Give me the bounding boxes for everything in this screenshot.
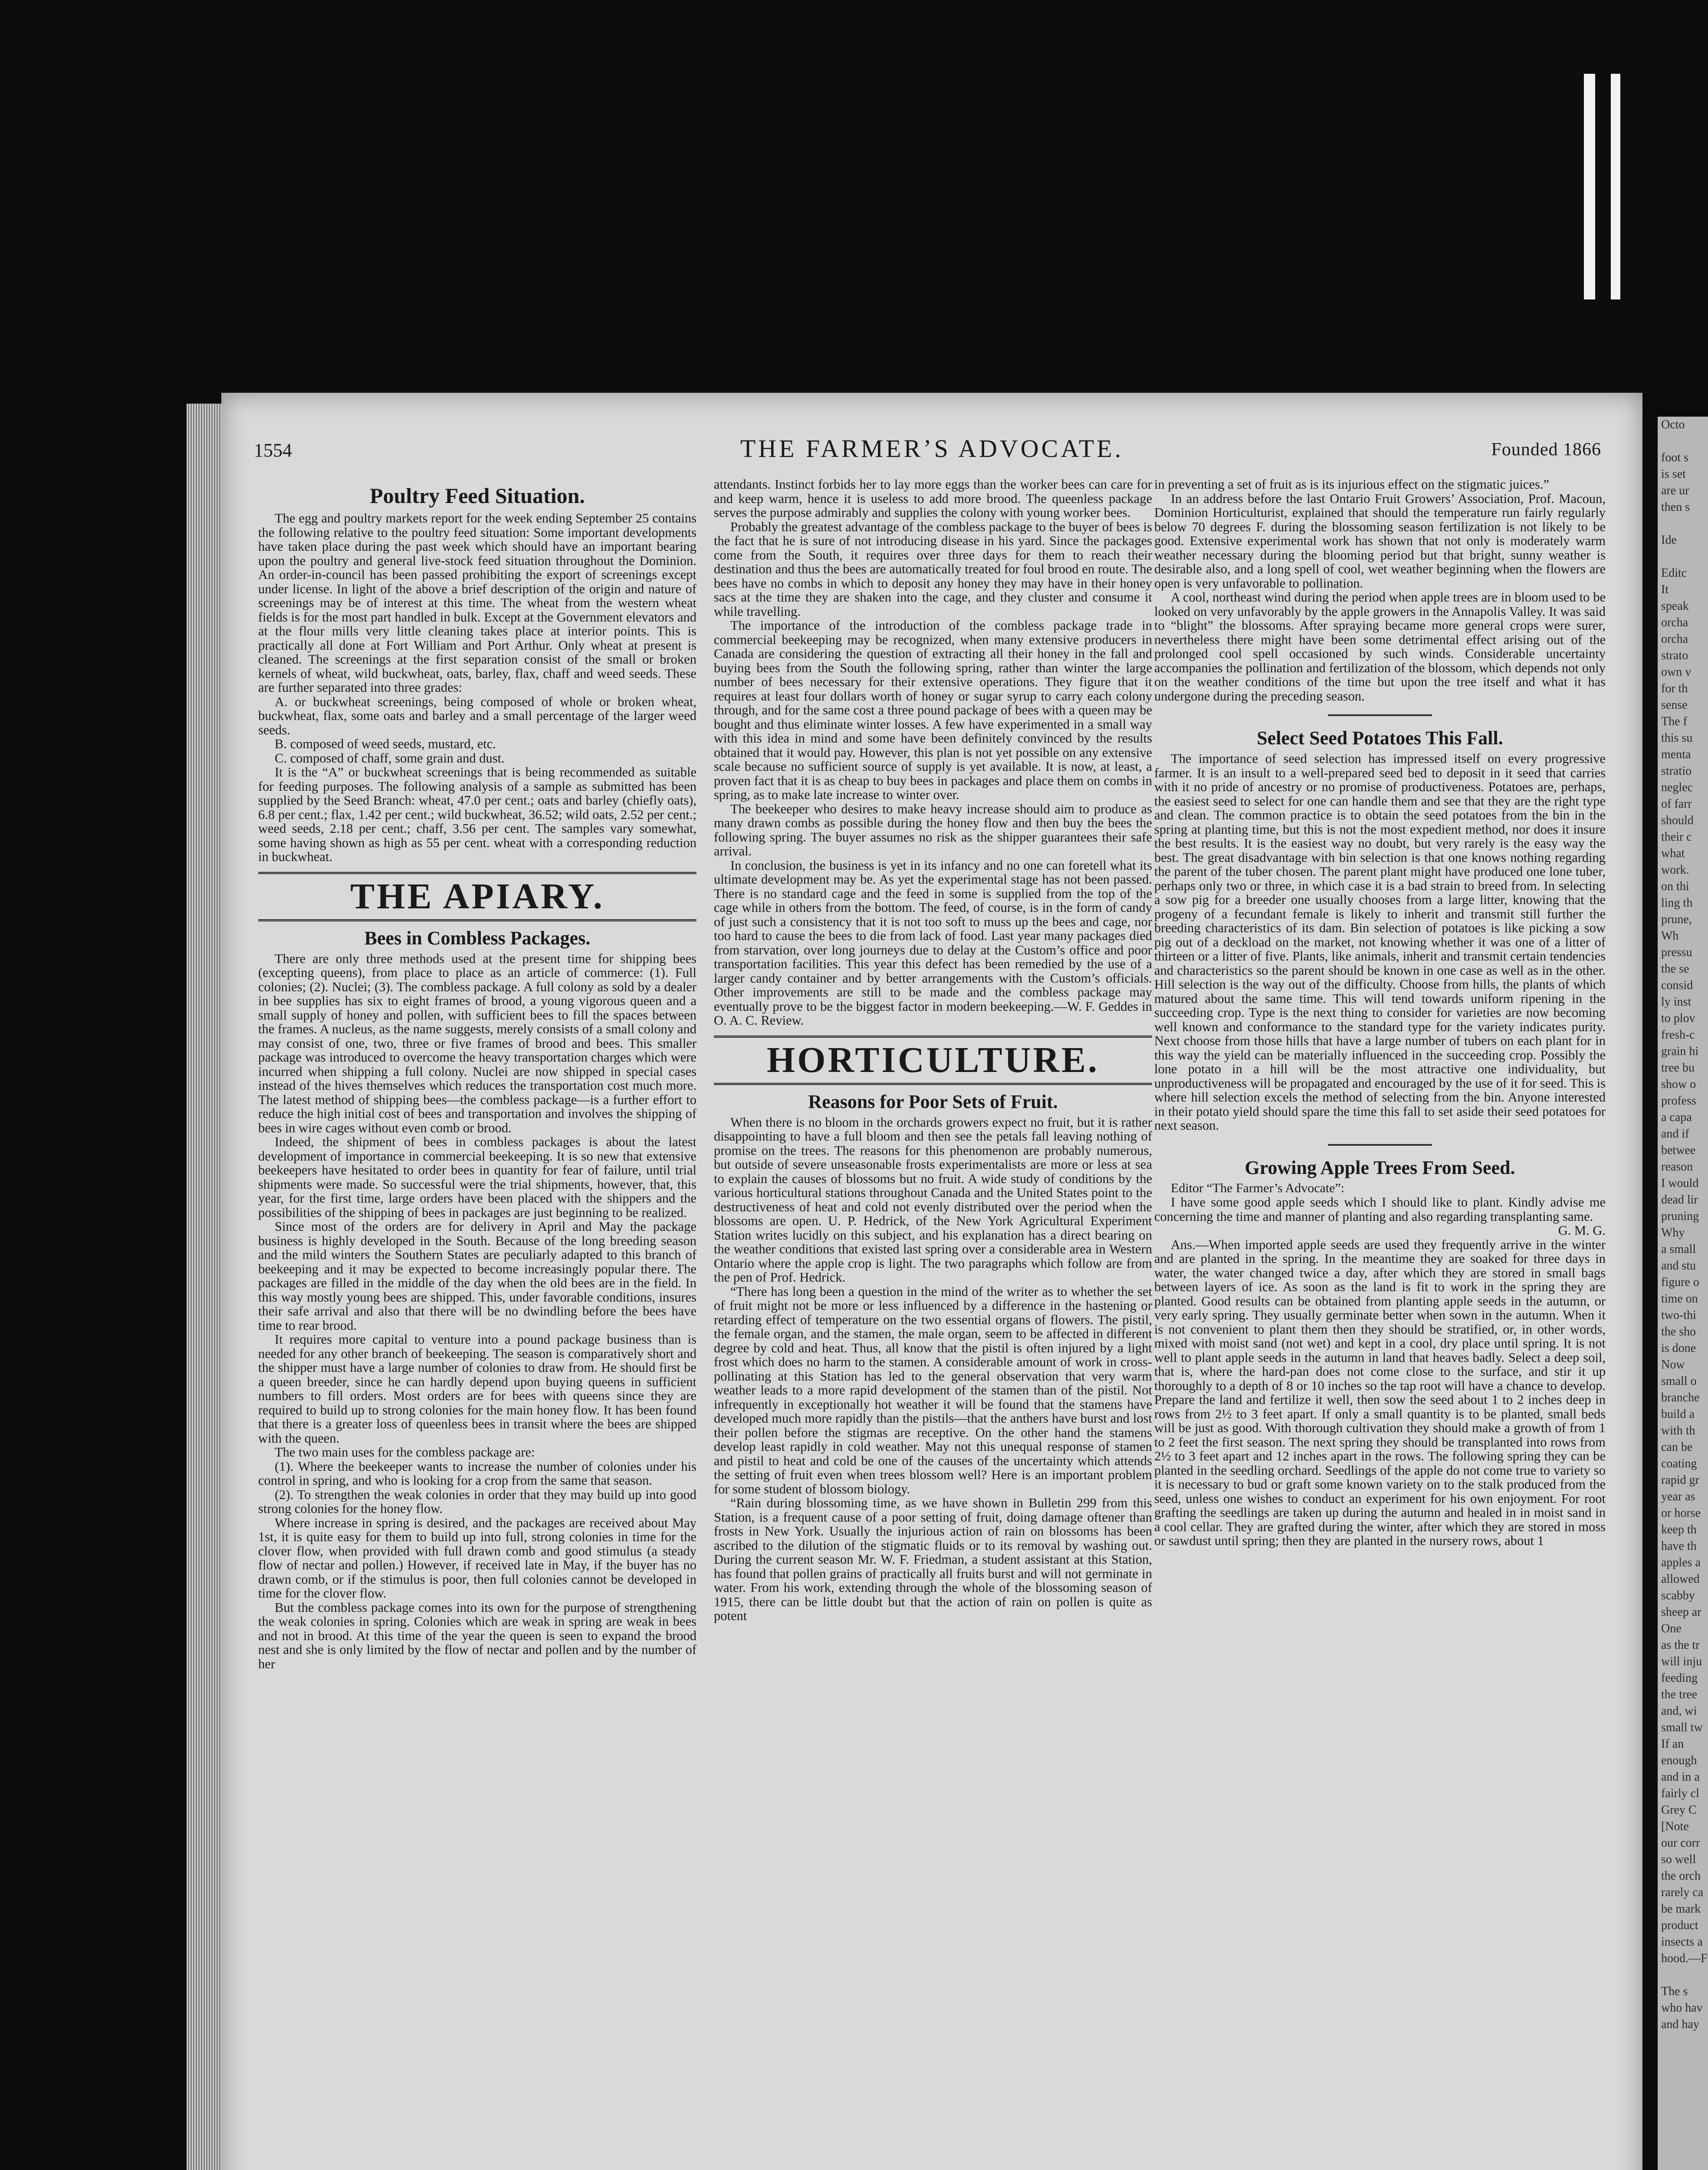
fragment-line: the sho xyxy=(1661,1325,1696,1338)
paragraph: The importance of seed selection has impressed itself on every progressive farmer. It is an insult to a well-prepared seed bed to deposit in it seed that carries with it no pride of ancestry or no promise of productiveness. Potatoes are, perhaps, the easiest seed to select for one can handle them and see that they are the right type and clean. The common practice is to obtain the seed potatoes from the bin in the spring at planting time, but this is not the most expedient method, nor does it insure the best results. It is the easiest way no doubt, but very rarely is the easy way the best. The great disadvantage with bin selection is that one knows nothing regarding the parent of the tuber chosen. The parent plant might have produced one lone tuber, perhaps only two or three, in which case it is a bad strain to breed from. In selecting a sow pig for a breeder one usually chooses from a large litter, knowing that the progeny of a fecundant female is likely to inherit and transmit still further the breeding characteristics of its dam. Bin selection of potatoes is like picking a sow pig out of a deckload on the market, not knowing whether it was one of a litter of thirteen or a litter of five. Plants, like animals, inherit and transmit certain tendencies and characteristics so the parent should be known in one case as well as in the other. Hill selection is the way out of the difficulty. Choose from hills, the plants of which matured about the same time. This will tend towards uniform ripening in the succeeding crop. Type is the next thing to consider for varieties are now becoming well known and conformance to the standard type for the variety indicates purity. Next choose from those hills that have a large number of tubers on each plant for in this way the yield can be materially influenced in the succeeding crop. Possibly the lone potato in a hill will be the most attractive one individuality, but unproductiveness will be propagated and encouraged by the use of it for seed. This is where hill selection excels the method of selecting from the bin. Anyone interested in their potato yield should spare the time this fall to set aside their seed potatoes for next season. xyxy=(1154,751,1606,1133)
fragment-line: coating xyxy=(1661,1457,1697,1470)
page-number: 1554 xyxy=(254,440,292,461)
fragment-line: fresh-c xyxy=(1661,1028,1695,1042)
fragment-line: figure o xyxy=(1661,1276,1699,1289)
fragment-line: orcha xyxy=(1661,632,1688,646)
answer-paragraph: Ans.—When imported apple seeds are used they frequently arrive in the winter and are planted in the spring. In the meantime they are soaked for three days in water, the water changed twice a day, after which they are stored in small bags between layers of ice. As soon as the land is fit to work in the spring they are planted. Good results can be obtained from planting apple seeds in the autumn, or very early spring. They usually germinate better when sown in the autumn. When it is not convenient to plant them then they should be stratified, or, in other words, mixed with moist sand (not wet) and kept in a cool, dry place until spring. It is not well to plant apple seeds in the autumn in land that heaves badly. Select a deep soil, that is, where the hard-pan does not come close to the surface, and stir it up thoroughly to a depth of 8 or 10 inches so the tap root will have a chance to develop. Prepare the land and fertilize it well, then sow the seed about 1 to 2 inches deep in rows from 2½ to 3 feet apart. If only a small quantity is to be planted, small beds will be just as good. With thorough cultivation they should make a growth of from 1 to 2 feet the first season. The next spring they should be transplanted into rows from 2½ to 3 feet apart and 12 inches apart in the rows. The following spring they can be planted in the seedling orchard. Seedlings of the apple do not come true to variety so it is necessary to bud or graft some known variety on to the stalk produced from the seed, unless one wishes to conduct an experiment for his own enjoyment. For root grafting the seedlings are taken up during the autumn and healed in in moist sand in a cool cellar. They are grafted during the winter, after which they are stored in moss or sawdust until spring; then they are planted in the nursery rows, about 1 xyxy=(1154,1237,1606,1548)
column-3 xyxy=(1154,477,1606,2170)
fragment-line: Editc xyxy=(1661,566,1687,580)
fragment-line: a small xyxy=(1661,1243,1696,1256)
fragment-line xyxy=(1658,549,1708,565)
fragment-line: prune, xyxy=(1661,913,1692,926)
potatoes-title: Select Seed Potatoes This Fall. xyxy=(1257,727,1503,749)
fragment-line: keep th xyxy=(1661,1523,1697,1536)
fragment-line: a capa xyxy=(1661,1111,1692,1124)
paragraph: Probably the greatest advantage of the combless package to the buyer of bees is the fact that he is sure of not introducing disease in his yard. Since the packages come from the South, it requires over three days for them to reach their destination and thus the bees are automatically treated for foul brood en route. The bees have no combs in which to deposit any honey they may have in their honey sacs at the time they are shaken into the cage, and they cluster and consume it while travelling. xyxy=(714,519,1152,619)
fragment-line: then s xyxy=(1661,500,1690,514)
column-2 xyxy=(714,477,1152,2170)
fragment-line: two-thi xyxy=(1661,1309,1696,1322)
section-rule xyxy=(1328,714,1432,716)
paragraph: (2). To strengthen the weak colonies in order that they may build up into good strong colonies for the honey flow. xyxy=(258,1487,696,1516)
fragment-line: work. xyxy=(1661,863,1689,877)
fragment-line: The s xyxy=(1661,1985,1688,1998)
fragment-line: should xyxy=(1661,814,1694,827)
fragment-line: can be xyxy=(1661,1440,1693,1454)
fragment-line: feeding xyxy=(1661,1671,1698,1685)
paragraph: In conclusion, the business is yet in its infancy and no one can foretell what its ultimate development may be. As yet the experimental stage has not been passed. There is no standard cage and the feed in some is supplied from the top of the cage while in others from the bottom. The feed, of course, is in the form of candy of just such a consistency that it is not too soft to muss up the bees and cage, nor too hard to cause the bees to die from lack of food. Last year many packages died from starvation, over long journeys due to delay at the Custom’s office and poor transportation facilities. This year this defect has been remedied by the use of a larger candy container and by better arrangements with the Custom’s officials. Other improvements are still to be made and the combless package may eventually prove to be the biggest factor in modern beekeeping.—W. F. Geddes in O. A. C. Review. xyxy=(714,858,1152,1028)
paragraph: When there is no bloom in the orchards growers expect no fruit, but it is rather disappointing to have a full bloom and then see the petals fall leaving nothing of promise on the trees. The reasons for this phenomenon are probably numerous, but outside of severe unseasonable frosts experimentalists are more or less at sea to explain the causes of blossoms but no fruit. A wide study of conditions by the various horticultural stations throughout Canada and the United States point to the destructiveness of heat and cold not evenly distributed over the period when the blossoms are open. U. P. Hedrick, of the New York Agricultural Experiment Station writes lucidly on this subject, and his explanation has a direct bearing on the weather conditions that existed last spring over a considerable area in Western Ontario where the apple crop is light. The two paragraphs which follow are from the pen of Prof. Hedrick. xyxy=(714,1115,1152,1285)
page-header xyxy=(221,434,1642,464)
fragment-line: sense xyxy=(1661,698,1688,712)
fragment-line: with th xyxy=(1661,1424,1695,1437)
fragment-line: have th xyxy=(1661,1539,1697,1553)
fragment-line: speak xyxy=(1661,599,1689,613)
apple-title: Growing Apple Trees From Seed. xyxy=(1245,1157,1515,1178)
paragraph: “There has long been a question in the mind of the writer as to whether the set of fruit might not be more or less influenced by a difference in the hastening or retarding effect of temperature on the two essential organs of flowers. The pistil, the female organ, and the stamen, the male organ, seem to be affected in different degree by cold and heat. Thus, all know that the pistil is often injured by a light frost which does no harm to the stamen. A considerable amount of work in cross-pollinating at this Station has led to the general observation that very warm weather leads to a more rapid development of the stamen than of the pistil. Not infrequently in exceptionally hot weather it will be found that the stamens have developed much more rapidly than the pistils—that the anthers have burst and lost their pollen before the stigmas are receptive. On the other hand the stamens develop least rapidly in cold weather. May not this unequal response of stamen and pistil to heat and cold be one of the causes of the uncertainty which attends the setting of fruit even when trees blossom well? Here is an important problem for some student of blossom biology. xyxy=(714,1284,1152,1496)
fragment-line: I would xyxy=(1661,1177,1699,1190)
paragraph: Where increase in spring is desired, and the packages are received about May 1st, it is quite easy for them to build up into full, strong colonies in time for the clover flow, when provided with full drawn comb and good stimulus (a steady flow of nectar and pollen.) However, if received late in May, if the buyer has no drawn comb, or if the stimulus is poor, then full colonies cannot be developed in time for the clover flow. xyxy=(258,1515,696,1601)
bees-title: Bees in Combless Packages. xyxy=(364,927,591,949)
fragment-line: neglec xyxy=(1661,781,1693,794)
fragment-line: betwee xyxy=(1661,1144,1696,1157)
fragment-line: It xyxy=(1661,583,1669,596)
fragment-line: small o xyxy=(1661,1374,1697,1388)
fragment-line: scabby xyxy=(1661,1589,1695,1602)
paragraph: Since most of the orders are for delivery in April and May the package business is highly developed in the South. Because of the long breeding season and the mild winters the Southern States are peculiarly adapted to this branch of beekeeping and it may be expected to become increasingly popular there. The packages are filled in the middle of the day when the old bees are in the field. In this way mostly young bees are shipped. This, under favorable conditions, insures their safe arrival and also that there will be no dwindling before the bees have time to rear brood. xyxy=(258,1219,696,1333)
paragraph: attendants. Instinct forbids her to lay more eggs than the worker bees can care for and keep warm, hence it is useless to add more brood. The queenless package serves the purpose admirably and supplies the colony with young worker bees. xyxy=(714,477,1152,520)
paragraph: The importance of the introduction of the combless package trade in commercial beekeeping may be recognized, when many extensive producers in Canada are considering the question of extracting all their honey in the fall and buying bees from the South the following spring, rather than winter the large number of bees necessary for their extensive operations. They figure that it requires at least four dollars worth of honey or sugar syrup to carry each colony through, and for the same cost a three pound package of bees with a queen may be bought and thus eliminate winter losses. A few have experimented in a small way with this idea in mind and some have been definitely convinced by the results obtained that it would pay. However, this plan is not yet possible on any extensive scale because no sufficient source of supply is yet available. It is now, at least, a proven fact that it is as cheap to buy bees in packages and place them on combs in spring, as to make late increase to winter over. xyxy=(714,618,1152,802)
fragment-line: [Note xyxy=(1661,1820,1689,1833)
fragment-line: pressu xyxy=(1661,946,1692,959)
apple-body xyxy=(1154,1181,1606,1548)
running-title: THE FARMER’S ADVOCATE. xyxy=(740,434,1124,463)
fragment-line: and if xyxy=(1661,1127,1689,1141)
fragment-line: ling th xyxy=(1661,896,1693,910)
fragment-line: Why xyxy=(1661,1226,1685,1240)
fruit-continued xyxy=(1154,477,1606,703)
paragraph: Indeed, the shipment of bees in combless packages is about the latest development of importance in commercial beekeeping. It is so new that extensive beekeepers have hesitated to order bees in quantity for fear of failure, until trial shipments were made. So successful were the trial shipments, however, that, this year, for the first time, large orders have been placed with the shippers and the possibilities of the shipping of bees in packages are just beginning to be realized. xyxy=(258,1134,696,1220)
fragment-line: show o xyxy=(1661,1078,1696,1091)
fruit-body xyxy=(714,1115,1152,1623)
paragraph: “Rain during blossoming time, as we have shown in Bulletin 299 from this Station, is a frequent cause of a poor setting of fruit, doing damage oftener than frosts in New York. Usually the injurious action of rain on blossoms has been ascribed to the dilution of the stigmatic fluids or to its removal by washing out. During the current season Mr. W. F. Friedman, a student assistant at this Station, has found that pollen grains of practically all fruits burst and will not germinate in water. From his work, extending through the whole of the blossoming season of 1915, there can be little doubt but that the action of rain on pollen is quite as potent xyxy=(714,1496,1152,1623)
fragment-line: is set xyxy=(1661,467,1686,481)
paragraph: in preventing a set of fruit as is its injurious effect on the stigmatic juices.” xyxy=(1154,477,1549,492)
bees-continued xyxy=(714,477,1152,1028)
fragment-line: ly inst xyxy=(1661,995,1692,1009)
fragment-line: build a xyxy=(1661,1407,1695,1421)
fragment-line: enough xyxy=(1661,1754,1697,1767)
horticulture-banner: HORTICULTURE. xyxy=(714,1036,1152,1085)
paragraph: A cool, northeast wind during the period when apple trees are in bloom used to be looked on very unfavorably by the apple growers in the Annapolis Valley. It was said to “blight” the blossoms. After spraying became more general crops were surer, nevertheless there might have been some detrimental effect arising out of the prolonged cool spell occasioned by such winds. Considerable uncertainty accompanies the pollination and fertilization of the blossom, which depends not only on the weather conditions of the time but upon the tree itself and what it has undergone during the preceding season. xyxy=(1154,590,1606,704)
fragment-line: Ide xyxy=(1661,533,1677,547)
paragraph: There are only three methods used at the present time for shipping bees (excepting queens), from place to place as an article of commerce: (1). Full colonies; (2). Nuclei; (3). The combless package. A full colony as sold by a dealer in bee supplies has six to eight frames of brood, a young vigorous queen and a small supply of honey and pollen, with sufficient bees to fill the spaces between the frames. A nucleus, as the name suggests, merely consists of a small colony and may consist of one, two, three or five frames of brood and bees. This smaller package was introduced to overcome the heavy transportation charges which were incurred when shipping a full colony. Nuclei are now shipped in special cases instead of the hives themselves which reduces the transportation cost much more. The latest method of shipping bees—the combless package—is a further effort to reduce the high initial cost of bees and transportation and involves the shipping of bees in wire cages without even comb or brood. xyxy=(258,951,696,1135)
scan-background xyxy=(0,0,1708,393)
paragraph: C. composed of chaff, some grain and dust. xyxy=(275,750,505,766)
fragment-line: own v xyxy=(1661,665,1692,679)
fragment-line: to plov xyxy=(1661,1012,1695,1025)
film-marker-top-2 xyxy=(1611,74,1620,299)
fragment-line: what xyxy=(1661,847,1685,860)
fragment-line: sheep ar xyxy=(1661,1605,1701,1619)
fragment-line: Grey C xyxy=(1661,1803,1697,1817)
fragment-line: and stu xyxy=(1661,1259,1696,1272)
fragment-line: apples a xyxy=(1661,1556,1701,1569)
fragment-line: tree bu xyxy=(1661,1061,1695,1075)
fragment-line: on thi xyxy=(1661,880,1689,893)
fragment-line: Wh xyxy=(1661,929,1679,943)
fragment-line: The f xyxy=(1661,715,1687,728)
founded-note: Founded 1866 xyxy=(1491,440,1601,460)
question-paragraph: I have some good apple seeds which I should like to plant. Kindly advise me concerning the time and manner of planting and also regarding transplanting same. xyxy=(1154,1195,1606,1224)
fragment-line: strato xyxy=(1661,649,1688,662)
paragraph: B. composed of weed seeds, mustard, etc. xyxy=(275,736,496,751)
fragment-line xyxy=(1658,433,1708,450)
fragment-line: are ur xyxy=(1661,484,1689,497)
fragment-line: and in a xyxy=(1661,1770,1700,1784)
fragment-line: as the tr xyxy=(1661,1638,1700,1652)
fragment-line: is done xyxy=(1661,1341,1696,1355)
fragment-line: will inju xyxy=(1661,1655,1702,1668)
poultry-body xyxy=(258,511,696,864)
paragraph: It is the “A” or buckwheat screenings that is being recommended as suitable for feeding purposes. The following analysis of a sample as submitted has been supplied by the Seed Branch: wheat, 47.0 per cent.; oats and barley (chiefly oats), 6.8 per cent.; flax, 1.42 per cent.; wild buckwheat, 36.52; wild oats, 2.52 per cent.; weed seeds, 2.18 per cent.; chaff, 3.56 per cent. The samples vary somewhat, some having shown as high as 55 per cent. wheat with a corresponding reduction in buckwheat. xyxy=(258,765,696,864)
fragment-line xyxy=(1658,516,1708,532)
fragment-line: small tw xyxy=(1661,1721,1703,1734)
adjacent-page-fragment xyxy=(1658,417,1708,2170)
fragment-line: Now xyxy=(1661,1358,1685,1371)
fragment-line: pruning xyxy=(1661,1210,1699,1223)
fragment-line: or horse xyxy=(1661,1506,1701,1520)
bees-body xyxy=(258,952,696,1671)
fragment-line: menta xyxy=(1661,748,1691,761)
fragment-line: rapid gr xyxy=(1661,1473,1699,1487)
fragment-line: time on xyxy=(1661,1292,1698,1305)
fragment-line: who hav xyxy=(1661,2001,1703,2015)
fragment-line: this su xyxy=(1661,731,1693,745)
paragraph: A. or buckwheat screenings, being composed of whole or broken wheat, buckwheat, flax, some oats and barley and a small percentage of the larger weed seeds. xyxy=(258,694,696,737)
paragraph: It requires more capital to venture into a pound package business than is needed for any other branch of beekeeping. The season is comparatively short and the shipper must have a large number of colonies to draw from. He should first be a queen breeder, since he can hardly depend upon buying queens in sufficient numbers to fill orders. Most orders are for bees with queens since they are required to build up to strong colonies for the main honey flow. It has been found that there is a greater loss of queenless bees in transit where the bees are shipped with the queen. xyxy=(258,1332,696,1446)
paragraph: The egg and poultry markets report for the week ending September 25 contains the following relative to the poultry feed situation: Some important developments have taken place during the past week which should have an important bearing upon the poultry and general live-stock feed situation throughout the Dominion. An order-in-council has been passed prohibiting the export of screenings except under license. In light of the above a brief description of the origin and nature of screenings may be of interest at this time. The wheat from the western wheat fields is for the most part handled in bulk. Except at the Government elevators and at the flour mills very little cleaning takes place at interior points. This is practically all done at Fort William and Port Arthur. Only wheat at present is cleaned. The screenings at the first separation consist of the small or broken kernels of wheat, wild buckwheat, oats, barley, flax, chaff and weed seeds. These are further separated into three grades: xyxy=(258,511,696,695)
fragment-line: be mark xyxy=(1661,1902,1701,1916)
section-rule xyxy=(1328,1144,1432,1146)
paragraph: But the combless package comes into its own for the purpose of strengthening the weak colonies in spring. Colonies which are weak in spring are weak in bees and not in brood. At this time of the year the queen is seen to expand the brood nest and she is only limited by the flow of nectar and pollen and by the number of her xyxy=(258,1600,696,1671)
fragment-line: allowed xyxy=(1661,1572,1700,1586)
signature: G. M. G. xyxy=(1558,1223,1606,1238)
apiary-banner: THE APIARY. xyxy=(258,872,696,921)
fragment-line: the orch xyxy=(1661,1869,1701,1883)
fragment-line: stratio xyxy=(1661,764,1692,778)
fragment-line: Octo xyxy=(1661,418,1685,431)
book-page-edges xyxy=(187,404,221,2170)
fragment-line: and, wi xyxy=(1661,1704,1697,1718)
fragment-line: grain hi xyxy=(1661,1045,1699,1058)
fragment-line: orcha xyxy=(1661,616,1688,629)
fragment-line: insects a xyxy=(1661,1935,1703,1949)
newspaper-page xyxy=(221,393,1642,2170)
fragment-line: profess xyxy=(1661,1094,1696,1108)
fragment-line: and hay xyxy=(1661,2018,1699,2031)
fragment-line: If an xyxy=(1661,1737,1684,1751)
fragment-line: dead lir xyxy=(1661,1193,1698,1207)
paragraph: In an address before the last Ontario Fruit Growers’ Association, Prof. Macoun, Dominion Horticulturist, explained that should the temperature run fairly regularly below 70 degrees F. during the blossoming season fertilization is not likely to be good. Extensive experimental work has shown that not only is moderately warm weather necessary during the blooming period but that bright, sunny weather is desirable also, and a long spell of cool, wet weather beginning when the flowers are open is very unfavorable to pollination. xyxy=(1154,491,1606,591)
fragment-line: of farr xyxy=(1661,797,1692,811)
fragment-line: rarely ca xyxy=(1661,1886,1704,1899)
poultry-title: Poultry Feed Situation. xyxy=(370,483,585,508)
fragment-line: our corr xyxy=(1661,1836,1700,1850)
fruit-title: Reasons for Poor Sets of Fruit. xyxy=(808,1091,1058,1112)
column-1 xyxy=(258,477,696,2170)
editor-salutation: Editor “The Farmer’s Advocate”: xyxy=(1171,1180,1345,1195)
paragraph: (1). Where the beekeeper wants to increase the number of colonies under his control in spring, and who is looking for a crop from the same that season. xyxy=(258,1459,696,1488)
fragment-line: year as xyxy=(1661,1490,1695,1503)
fragment-line: consid xyxy=(1661,979,1693,992)
paragraph: The two main uses for the combless package are: xyxy=(275,1445,535,1460)
fragment-line: the se xyxy=(1661,962,1689,976)
fragment-line: foot s xyxy=(1661,451,1688,464)
fragment-line: the tree xyxy=(1661,1688,1698,1701)
fragment-line: for th xyxy=(1661,682,1688,695)
fragment-line: branche xyxy=(1661,1391,1700,1404)
paragraph: The beekeeper who desires to make heavy increase should aim to produce as many drawn combs as possible during the honey flow and then buy the bees the following spring. The buyer assumes no risk as the shipper guarantees their safe arrival. xyxy=(714,801,1152,858)
fragment-line: hood.—F xyxy=(1661,1952,1708,1965)
fragment-line: One xyxy=(1661,1622,1682,1635)
film-marker-top-1 xyxy=(1584,74,1595,299)
fragment-line: their c xyxy=(1661,830,1692,844)
potatoes-body xyxy=(1154,752,1606,1133)
fragment-line: product xyxy=(1661,1919,1698,1932)
fragment-line: fairly cl xyxy=(1661,1787,1699,1800)
fragment-line xyxy=(1658,1967,1708,1983)
fragment-line: so well xyxy=(1661,1853,1696,1866)
fragment-line: reason xyxy=(1661,1160,1693,1174)
